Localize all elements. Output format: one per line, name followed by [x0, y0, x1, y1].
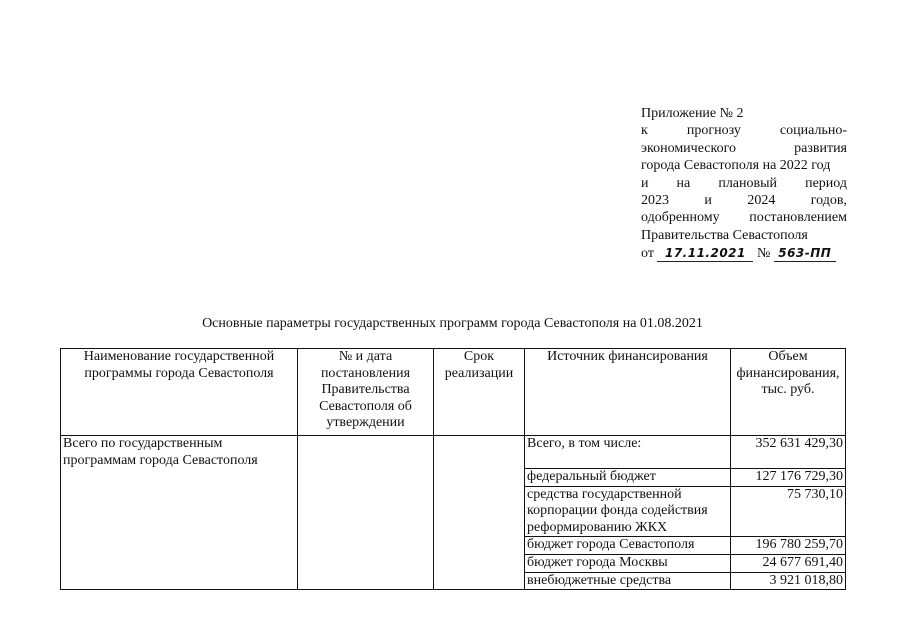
appendix-line-2: к прогнозу социально- [641, 123, 847, 139]
from-label: от [641, 246, 654, 262]
header-funding-source: Источник финансирования [525, 349, 731, 436]
amount-cell: 196 780 259,70 [731, 537, 846, 555]
header-program-name: Наименование государственной программы города Севастополя [61, 349, 298, 436]
parameters-table [60, 348, 846, 590]
appendix-line-5: и на плановый период [641, 175, 847, 191]
appendix-line-6: 2023 и 2024 годов, [641, 193, 847, 209]
appendix-line-8: Правительства Севастополя [641, 227, 808, 243]
appendix-line-7: одобренному постановлением [641, 210, 847, 226]
amount-cell: 352 631 429,30 [731, 436, 846, 469]
number-label: № [756, 246, 771, 262]
amount-cell: 75 730,10 [731, 486, 846, 537]
appendix-header [641, 105, 847, 263]
table-header-row [61, 349, 846, 436]
table-row [61, 436, 846, 469]
source-cell: Всего, в том числе: [525, 436, 731, 469]
total-program-name: Всего по государственным программам города Севастополя [61, 436, 298, 590]
appendix-line-3: экономического развития [641, 140, 847, 156]
handwritten-date: 17.11.2021 [657, 246, 753, 262]
signature-line [641, 245, 847, 262]
amount-cell: 127 176 729,30 [731, 469, 846, 487]
appendix-line-1: Приложение № 2 [641, 106, 744, 121]
amount-cell: 24 677 691,40 [731, 554, 846, 572]
appendix-line-4: города Севастополя на 2022 год [641, 158, 831, 174]
source-cell: федеральный бюджет [525, 469, 731, 487]
handwritten-number: 563-ПП [774, 246, 836, 262]
source-cell: средства государственной корпорации фонда содействия реформированию ЖКХ [525, 486, 731, 537]
resolution-cell [298, 436, 434, 590]
document-title: Основные параметры государственных программ города Севастополя на 01.08.2021 [202, 316, 703, 331]
header-resolution: № и дата постановления Правительства Севастополя об утверждении [298, 349, 434, 436]
header-term: Срок реализации [434, 349, 525, 436]
amount-cell: 3 921 018,80 [731, 572, 846, 590]
source-cell: бюджет города Севастополя [525, 537, 731, 555]
source-cell: внебюджетные средства [525, 572, 731, 590]
header-funding-amount: Объем финансирования, тыс. руб. [731, 349, 846, 436]
source-cell: бюджет города Москвы [525, 554, 731, 572]
term-cell [434, 436, 525, 590]
